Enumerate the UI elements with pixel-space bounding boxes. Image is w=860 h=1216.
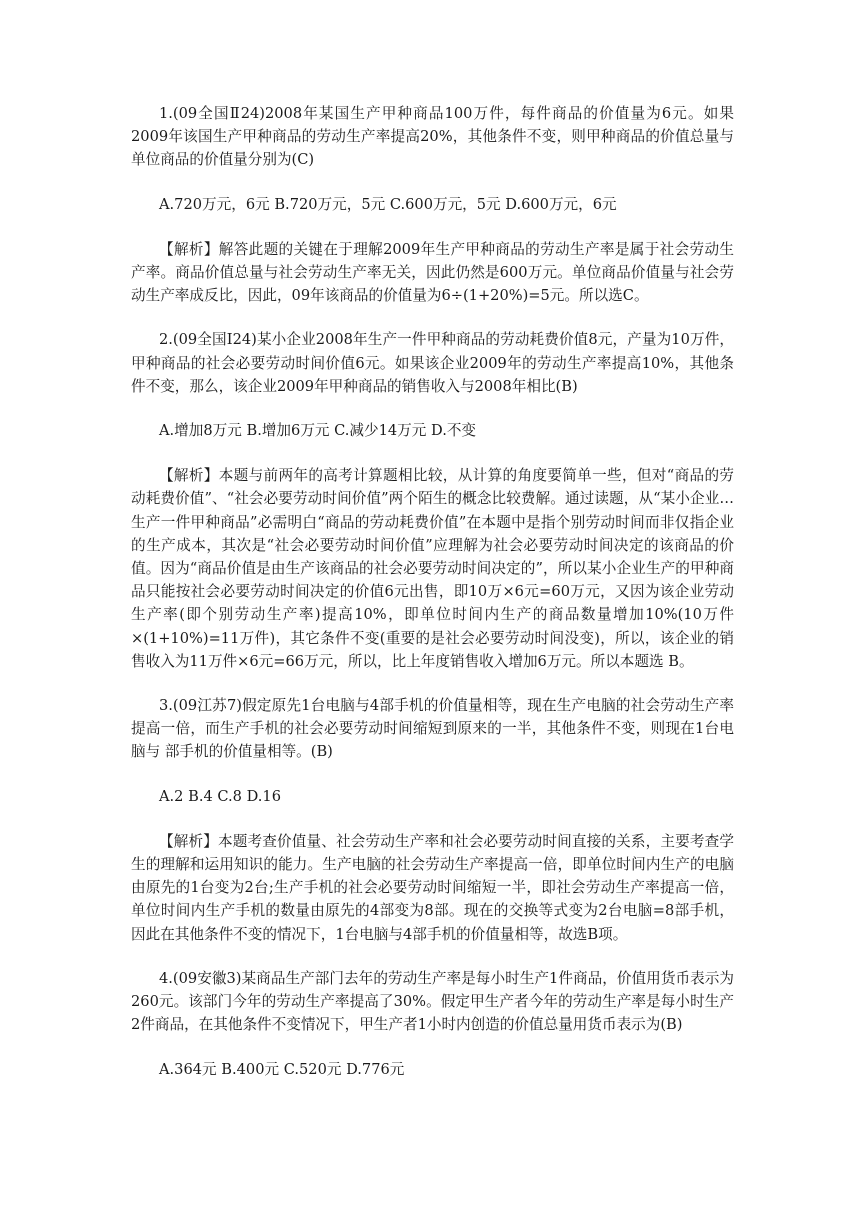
question-3-analysis: 【解析】本题考查价值量、社会劳动生产率和社会必要劳动时间直接的关系，主要考查学生的理解和运用知识的能力。生产电脑的社会劳动生产率提高一倍，即单位时间内生产的电脑由原先的1台变为2台;生产手机的社会必要劳动时间缩短一半，即社会劳动生产率提高一倍，单位时间内生产手机的数量由原先的4部变为8部。现在的交换等式变为2台电脑=8部手机，因此在其他条件不变的情况下，1台电脑与4部手机的价值量相等，故选B项。 <box>131 832 734 943</box>
question-4: 4.(09安徽3)某商品生产部门去年的劳动生产率是每小时生产1件商品，价值用货币表示为260元。该部门今年的劳动生产率提高了30%。假定甲生产者今年的劳动生产率是每小时生产2件商品，在其他条件不变情况下，甲生产者1小时内创造的价值总量用货币表示为(B) <box>131 969 734 1034</box>
question-1-options: A.720万元，6元 B.720万元，5元 C.600万元，5元 D.600万元，6元 <box>159 195 617 213</box>
question-4-options: A.364元 B.400元 C.520元 D.776元 <box>159 1060 405 1078</box>
question-1: 1.(09全国Ⅱ24)2008年某国生产甲种商品100万件，每件商品的价值量为6元。如果2009年该国生产甲种商品的劳动生产率提高20%，其他条件不变，则甲种商品的价值总量与单位商品的价值量分别为(C) <box>131 105 734 169</box>
question-2: 2.(09全国Ⅰ24)某小企业2008年生产一件甲种商品的劳动耗费价值8元，产量为10万件，甲种商品的社会必要劳动时间价值6元。如果该企业2009年的劳动生产率提高10%，其他条件不变，那么，该企业2009年甲种商品的销售收入与2008年相比(B) <box>131 331 734 395</box>
document-body <box>131 102 734 1081</box>
question-3: 3.(09江苏7)假定原先1台电脑与4部手机的价值量相等，现在生产电脑的社会劳动生产率提高一倍，而生产手机的社会必要劳动时间缩短到原来的一半，其他条件不变，则现在1台电脑与 部手机的价值量相等。(B) <box>131 697 734 761</box>
question-3-options: A.2 B.4 C.8 D.16 <box>159 787 281 805</box>
question-1-analysis: 【解析】解答此题的关键在于理解2009年生产甲种商品的劳动生产率是属于社会劳动生产率。商品价值总量与社会劳动生产率无关，因此仍然是600万元。单位商品价值量与社会劳动生产率成反比，因此，09年该商品的价值量为6÷(1+20%)=5元。所以选C。 <box>131 240 734 305</box>
question-2-options: A.增加8万元 B.增加6万元 C.减少14万元 D.不变 <box>159 422 477 440</box>
question-2-analysis: 【解析】本题与前两年的高考计算题相比较，从计算的角度要简单一些，但对“商品的劳动耗费价值”、“社会必要劳动时间价值”两个陌生的概念比较费解。通过读题，从“某小企业…生产一件甲种商品”必需明白“商品的劳动耗费价值”在本题中是指个别劳动时间而非仅指企业的生产成本，其次是“社会必要劳动时间价值”应理解为社会必要劳动时间决定的该商品的价值。因为“商品价值是由生产该商品的社会必要劳动时间决定的”，所以某小企业生产的甲种商品只能按社会必要劳动时间决定的价值6元出售，即10万×6元=60万元，又因为该企业劳动生产率(即个别劳动生产率)提高10%，即单位时间内生产的商品数量增加10%(10万件×(1+10%)=11万件)，其它条件不变(重要的是社会必要劳动时间没变)，所以，该企业的销售收入为11万件×6元=66万元，所以，比上年度销售收入增加6万元。所以本题选 B。 <box>131 467 734 670</box>
